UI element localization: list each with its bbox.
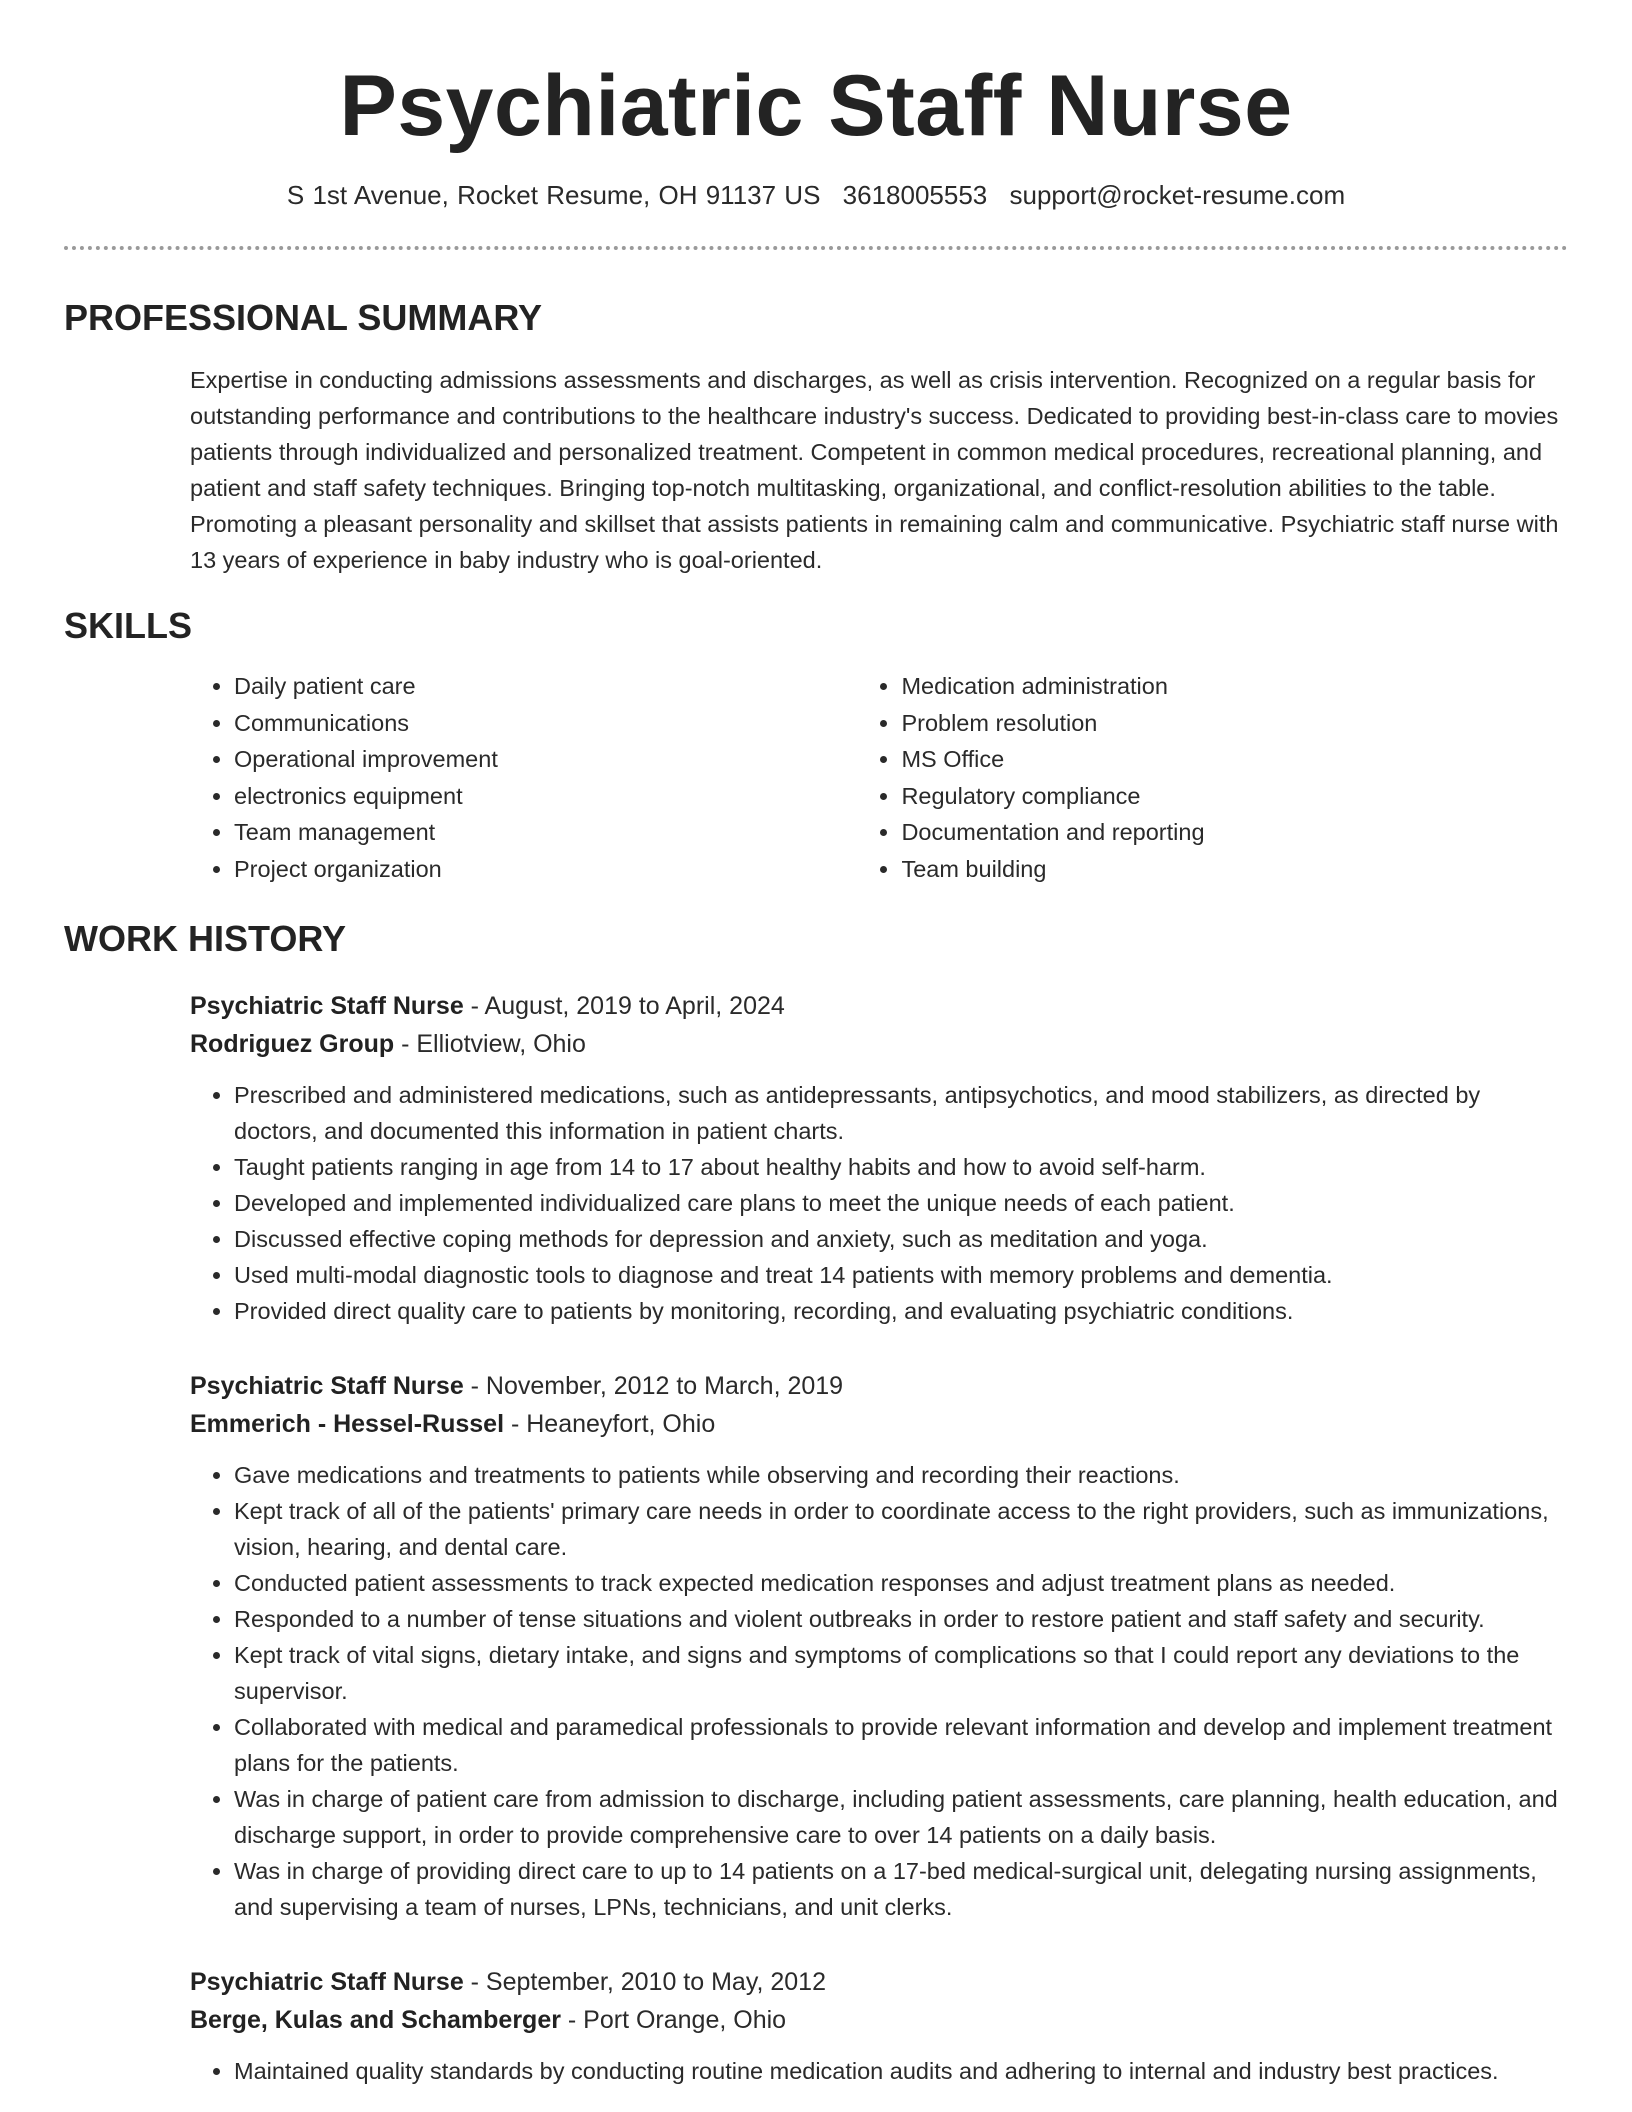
skill-item: • Team management <box>234 814 857 851</box>
job-bullet: • Responded to a number of tense situations and violent outbreaks in order to restore patient and staff safety and security. <box>234 1601 1568 1637</box>
job-bullet: • Taught patients ranging in age from 14 to 17 about healthy habits and how to avoid self-harm. <box>234 1149 1568 1185</box>
job-company-line <box>190 1405 1568 1443</box>
job-bullet: • Provided direct quality care to patients by monitoring, recording, and evaluating psychiatric conditions. <box>234 1293 1568 1329</box>
job-title-line <box>190 987 1568 1025</box>
job-bullet: • Kept track of vital signs, dietary intake, and signs and symptoms of complications so that I could report any deviations to the supervisor. <box>234 1637 1568 1709</box>
job-entry <box>190 987 1568 1329</box>
job-bullet: • Conducted patient assessments to track expected medication responses and adjust treatment plans as needed. <box>234 1565 1568 1601</box>
job-location: - Heaneyfort, Ohio <box>504 1410 716 1438</box>
job-bullet: • Was in charge of providing direct care to up to 14 patients on a 17-bed medical-surgical unit, delegating nursing assignments, and supervising a team of nurses, LPNs, technicians, and unit clerks. <box>234 1853 1568 1925</box>
contact-phone: 3618005553 <box>842 180 988 210</box>
skill-item: • Daily patient care <box>234 668 857 705</box>
skill-item: • MS Office <box>901 741 1568 778</box>
contact-email[interactable]: support@rocket-resume.com <box>1009 180 1346 210</box>
job-company: Emmerich - Hessel-Russel <box>190 1410 505 1438</box>
job-location: - Port Orange, Ohio <box>560 2006 787 2034</box>
skills-column-left <box>190 668 857 887</box>
job-entry <box>190 1963 1568 2089</box>
skill-item: • Medication administration <box>901 668 1568 705</box>
skill-item: • Operational improvement <box>234 741 857 778</box>
skill-item: • Problem resolution <box>901 705 1568 742</box>
section-title-work-history: WORK HISTORY <box>64 918 347 959</box>
job-title-line <box>190 1963 1568 2001</box>
job-bullet: • Developed and implemented individualized care plans to meet the unique needs of each patient. <box>234 1185 1568 1221</box>
job-title-line <box>190 1367 1568 1405</box>
contact-address: S 1st Avenue, Rocket Resume, OH 91137 US <box>286 180 821 210</box>
job-entry <box>190 1367 1568 1925</box>
section-title-summary: PROFESSIONAL SUMMARY <box>64 297 543 338</box>
job-company-line <box>190 1025 1568 1063</box>
job-dates: - November, 2012 to March, 2019 <box>463 1372 844 1400</box>
candidate-name: Psychiatric Staff Nurse <box>339 58 1293 154</box>
job-position: Psychiatric Staff Nurse <box>190 1372 464 1400</box>
job-bullet: • Gave medications and treatments to patients while observing and recording their reactions. <box>234 1457 1568 1493</box>
job-dates: - September, 2010 to May, 2012 <box>463 1968 826 1996</box>
job-position: Psychiatric Staff Nurse <box>190 992 464 1020</box>
contact-line <box>64 178 1568 212</box>
skill-item: • Communications <box>234 705 857 742</box>
job-bullet: • Collaborated with medical and paramedical professionals to provide relevant information and develop and implement treatment plans for the patients. <box>234 1709 1568 1781</box>
job-bullets <box>190 1077 1568 1329</box>
job-bullet: • Kept track of all of the patients' primary care needs in order to coordinate access to the right providers, such as immunizations, vision, hearing, and dental care. <box>234 1493 1568 1565</box>
skill-item: • Documentation and reporting <box>901 814 1568 851</box>
job-bullets <box>190 2053 1568 2089</box>
header-divider <box>64 246 1568 250</box>
job-company: Berge, Kulas and Schamberger <box>190 2006 561 2034</box>
job-bullet: • Prescribed and administered medications, such as antidepressants, antipsychotics, and mood stabilizers, as directed by doctors, and documented this information in patient charts. <box>234 1077 1568 1149</box>
job-bullet: • Was in charge of patient care from admission to discharge, including patient assessments, care planning, health education, and discharge support, in order to provide comprehensive care to over 14 patients on a daily basis. <box>234 1781 1568 1853</box>
job-bullet: • Maintained quality standards by conducting routine medication audits and adhering to internal and industry best practices. <box>234 2053 1568 2089</box>
skill-item: • Regulatory compliance <box>901 778 1568 815</box>
job-company: Rodriguez Group <box>190 1030 395 1058</box>
job-bullets <box>190 1457 1568 1925</box>
skill-item: • Team building <box>901 851 1568 888</box>
resume-page <box>64 0 1568 2089</box>
section-title-skills: SKILLS <box>64 605 193 646</box>
skill-item: • Project organization <box>234 851 857 888</box>
skills-column-right <box>857 668 1568 887</box>
job-location: - Elliotview, Ohio <box>394 1030 586 1058</box>
skills-list <box>190 668 1568 887</box>
job-company-line <box>190 2001 1568 2039</box>
summary-text: Expertise in conducting admissions assessments and discharges, as well as crisis intervention. Recognized on a regular basis for outstanding performance and contributions to the healthcare industry's success. Dedicated to providing best-in-class care to movies patients through individualized and personalized treatment. Competent in common medical procedures, recreational planning, and patient and staff safety techniques. Bringing top-notch multitasking, organizational, and conflict-resolution abilities to the table. Promoting a pleasant personality and skillset that assists patients in remaining calm and communicative. Psychiatric staff nurse with 13 years of experience in baby industry who is goal-oriented. <box>190 367 1559 573</box>
job-bullet: • Used multi-modal diagnostic tools to diagnose and treat 14 patients with memory problems and dementia. <box>234 1257 1568 1293</box>
skill-item: • electronics equipment <box>234 778 857 815</box>
job-position: Psychiatric Staff Nurse <box>190 1968 464 1996</box>
job-dates: - August, 2019 to April, 2024 <box>463 992 785 1020</box>
job-bullet: • Discussed effective coping methods for depression and anxiety, such as meditation and yoga. <box>234 1221 1568 1257</box>
